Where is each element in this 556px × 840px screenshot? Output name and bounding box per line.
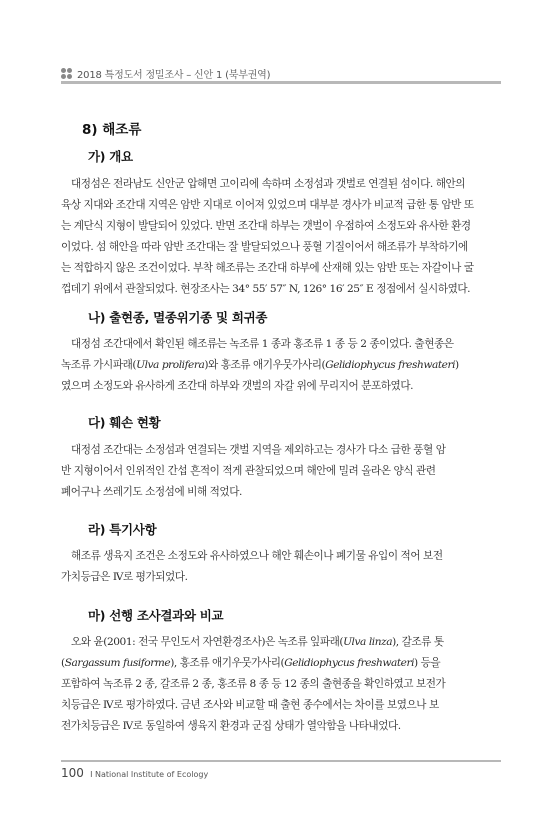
- species-name: Sargassum fusiforme: [64, 657, 171, 669]
- text-run: ), 홍조류 애기우뭇가사리(: [170, 657, 285, 669]
- text-run: 전가치등급은 Ⅳ로 동일하여 생육지 환경과 군집 상태가 열악함을 나타내었다.: [61, 720, 401, 732]
- text-run: ), 갈조류 톳: [392, 636, 444, 648]
- paragraph-species: [61, 334, 503, 397]
- text-run: 치등급은 Ⅳ로 평가하였다. 금년 조사와 비교할 때 출현 종수에서는 차이를 보였으나 보: [61, 699, 439, 711]
- paragraph-line: [61, 695, 503, 716]
- running-header: [61, 66, 501, 81]
- paragraph-line: 는 적합하지 않은 조건이었다. 부착 해조류는 조간대 하부에 산재해 있는 암반 또는 자갈이나 굴: [61, 262, 474, 274]
- paragraph-line: [61, 355, 503, 376]
- header-rule: [61, 81, 501, 84]
- text-run: 포함하여 녹조류 2 종, 갈조류 2 종, 홍조류 8 종 등 12 종의 출현종을 확인하였고 보전가: [61, 678, 446, 690]
- species-name: Ulva prolifera: [136, 359, 205, 371]
- subsection-heading-comparison: 마) 선행 조사결과와 비교: [88, 608, 224, 623]
- paragraph-line: 폐어구나 쓰레기도 소정섬에 비해 적었다.: [61, 486, 242, 498]
- text-run: ) 등을: [414, 657, 441, 669]
- paragraph-line: [61, 653, 503, 674]
- page-number: 100: [61, 766, 84, 780]
- paragraph-line: [61, 674, 503, 695]
- paragraph-line: 반 지형이어서 인위적인 간섭 흔적이 적게 관찰되었으며 해안에 밀려 올라온 양식 관련: [61, 465, 436, 477]
- page-footer: [61, 766, 208, 780]
- paragraph-line: 껍데기 위에서 관찰되었다. 현장조사는 34° 55′ 57″ N, 126° 16′ 25″ E 정점에서 실시하였다.: [61, 283, 471, 295]
- text-run: )와 홍조류 애기우뭇가사리(: [204, 359, 326, 371]
- paragraph-line: 는 계단식 지형이 발달되어 있었다. 반면 조간대 하부는 갯벌이 우점하여 소정도와 유사한 환경: [61, 220, 471, 232]
- species-name: Gelidiophycus freshwateri: [284, 657, 415, 669]
- text-run: 였으며 소정도와 유사하게 조간대 하부와 갯벌의 자갈 위에 무리지어 분포하였다.: [61, 380, 414, 392]
- subsection-heading-notes: 라) 특기사항: [88, 522, 157, 537]
- paragraph-overview: [61, 174, 503, 300]
- paragraph-line: [61, 376, 503, 397]
- paragraph-comparison: [61, 632, 503, 737]
- text-run: ): [455, 359, 459, 371]
- institute-name: I National Institute of Ecology: [90, 770, 209, 779]
- section-title: 8) 해조류: [82, 122, 142, 138]
- paragraph-line: [61, 334, 503, 355]
- text-run: 오와 윤(2001: 전국 무인도서 자연환경조사)은 녹조류 잎파래(: [71, 636, 344, 648]
- text-run: 대정섬 조간대에서 확인된 해조류는 녹조류 1 종과 홍조류 1 종 등 2 종이었다. 출현종은: [71, 338, 454, 350]
- text-run: 녹조류 가시파래(: [61, 359, 137, 371]
- paragraph-line: 가치등급은 Ⅳ로 평가되었다.: [61, 571, 188, 583]
- species-name: Gelidiophycus freshwateri: [325, 359, 456, 371]
- paragraph-damage: [61, 440, 503, 503]
- subsection-heading-damage: 다) 훼손 현황: [88, 415, 161, 430]
- running-title: 2018 특정도서 정밀조사 – 신안 1 (북부권역): [77, 70, 271, 81]
- paragraph-line: 육상 지대와 조간대 지역은 암반 지대로 이어져 있었으며 대부분 경사가 비교적 급한 통 암반 또: [61, 199, 474, 211]
- paragraph-line: [61, 716, 503, 737]
- paragraph-line: 이었다. 섬 해안을 따라 암반 조간대는 잘 발달되었으나 풍혈 기질이어서 해조류가 부착하기에: [61, 241, 468, 253]
- subsection-heading-species: 나) 출현종, 멸종위기종 및 희귀종: [88, 310, 268, 325]
- paragraph-line: 대정섬 조간대는 소정섬과 연결되는 갯벌 지역을 제외하고는 경사가 다소 급한 풍혈 암: [71, 444, 446, 456]
- paragraph-notes: [61, 546, 503, 588]
- species-name: Ulva linza: [343, 636, 393, 648]
- paragraph-line: [61, 632, 503, 653]
- paragraph-line: 해조류 생육지 조건은 소정도와 유사하였으나 해안 훼손이나 폐기물 유입이 적어 보전: [71, 550, 443, 562]
- logo-dots-icon: [61, 68, 72, 79]
- paragraph-line: 대정섬은 전라남도 신안군 압해면 고이리에 속하며 소정섬과 갯벌로 연결된 섬이다. 해안의: [71, 178, 466, 190]
- text-run: (: [61, 657, 65, 669]
- footer-rule: [61, 760, 501, 762]
- subsection-heading-overview: 가) 개요: [88, 149, 133, 164]
